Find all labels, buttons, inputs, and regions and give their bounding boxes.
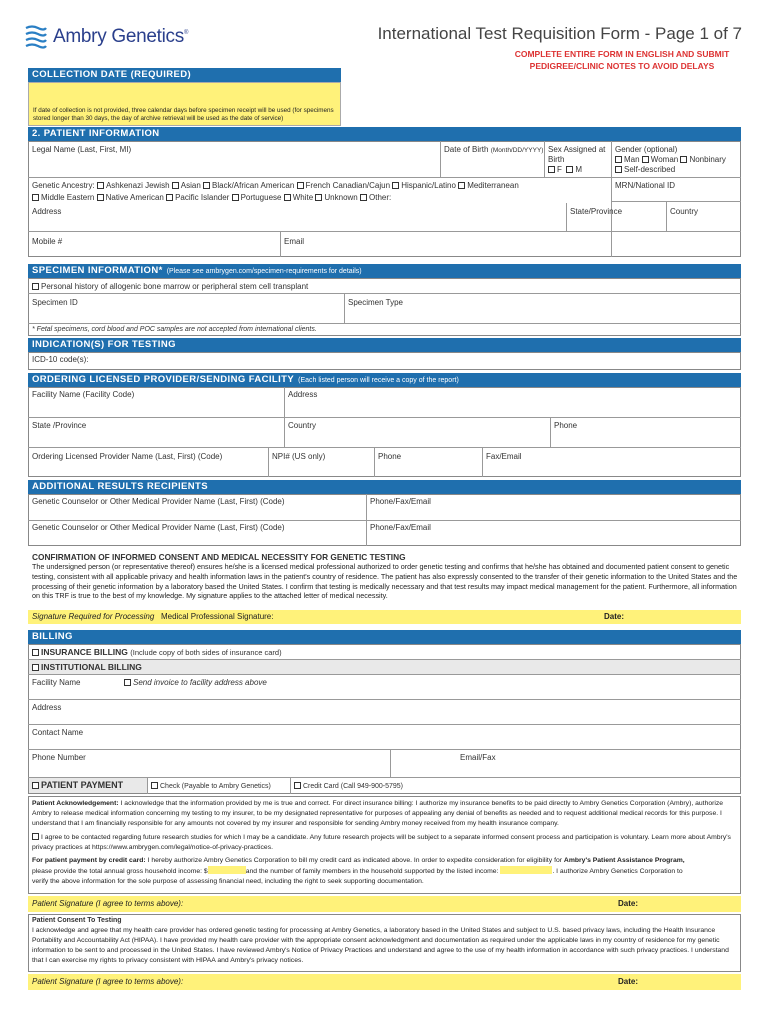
institutional-checkbox[interactable] [32, 664, 39, 671]
ambry-wave-icon [24, 24, 48, 50]
acknowledgement-text: Patient Acknowledgement: I acknowledge that the information provided by me is true and correct. For direct insurance billing: I authorize my insurance benefits to be paid directly to Ambry Genetics Corporation (Ambry), authorize Ambry to release medical information concerning my testing to my insurer, to be my designated representative for purposes of appealing any denial of benefits as needed and to request additional medical records for this purpose. I understand that I am financially responsible for any amounts not covered by my insurer and responsible for sending Ambry money received from my health insurance company. [32, 800, 724, 827]
collection-date-field[interactable] [28, 82, 341, 126]
sex-m-checkbox[interactable] [566, 166, 573, 173]
billing-address-label: Address [32, 703, 62, 712]
specimen-id-label: Specimen ID [32, 298, 78, 307]
collection-date-header: COLLECTION DATE (REQUIRED) [28, 68, 341, 82]
ancestry-checkbox[interactable] [232, 194, 239, 201]
facility-name-label: Facility Name (Facility Code) [32, 390, 135, 399]
research-consent: I agree to be contacted regarding future research studies for which I may be a candidate. Any future research projects will be subject to a separate informed consent process and participation is voluntary. Learn more about Ambry's privacy practices at https://www.ambrygen.com/legal/notice-of-privacy-practices. [32, 834, 731, 851]
ancestry-checkbox[interactable] [284, 194, 291, 201]
recipient-2-label: Genetic Counselor or Other Medical Provider Name (Last, First) (Code) [32, 523, 285, 532]
gender-optional: Gender (optional) Man Woman Nonbinary Self-described [615, 145, 726, 174]
npi-label: NPI# (US only) [272, 452, 326, 461]
patient-signature-field-1[interactable] [28, 896, 741, 912]
consent-title: CONFIRMATION OF INFORMED CONSENT AND MEDICAL NECESSITY FOR GENETIC TESTING [32, 552, 406, 562]
form-notice [502, 48, 742, 72]
patient-consent-title: Patient Consent To Testing [32, 917, 122, 924]
state-label: State/Province [570, 207, 623, 216]
dob-label: Date of Birth (Month/DD/YYYY) [444, 145, 544, 154]
ancestry-row-2: Middle Eastern Native American Pacific Islander Portuguese White Unknown Other: [32, 193, 391, 202]
trademark: ® [183, 30, 189, 36]
send-invoice-checkbox[interactable] [124, 679, 131, 686]
specimen-type-label: Specimen Type [348, 298, 403, 307]
notice-line-1: COMPLETE ENTIRE FORM IN ENGLISH AND SUBMIT [514, 49, 730, 59]
specimen-header: SPECIMEN INFORMATION* (Please see ambrygen.com/specimen-requirements for details) [28, 264, 741, 278]
ancestry-row-1: Genetic Ancestry: Ashkenazi Jewish Asian Black/African American French Canadian/Cajun Hispanic/Latino Mediterranean [32, 181, 519, 190]
ancestry-checkbox[interactable] [97, 182, 104, 189]
household-field[interactable] [500, 866, 552, 874]
brand-name: Ambry Genetics [53, 26, 184, 47]
ambry-logo [24, 24, 188, 50]
recipient-1-label: Genetic Counselor or Other Medical Provider Name (Last, First) (Code) [32, 497, 285, 506]
gender-self-checkbox[interactable] [615, 166, 622, 173]
provider-phone-label: Phone [554, 421, 578, 430]
additional-recipients-header: ADDITIONAL RESULTS RECIPIENTS [28, 480, 741, 494]
ancestry-checkbox[interactable] [166, 194, 173, 201]
specimen-footnote: * Fetal specimens, cord blood and POC samples are not accepted from international clients. [32, 326, 317, 333]
provider-address-label: Address [288, 390, 318, 399]
ancestry-checkbox[interactable] [172, 182, 179, 189]
gender-woman-checkbox[interactable] [642, 156, 649, 163]
email-label: Email [284, 237, 305, 246]
billing-email-label: Email/Fax [460, 753, 496, 762]
patient-date-label-2: Date: [618, 977, 639, 986]
patient-consent-text: I acknowledge and agree that my health care provider has ordered genetic testing for processing at Ambry Genetics, a laboratory based in the United States and subject to U.S. based privacy laws, including the Health Insurance Portability and Accountability Act (HIPAA). I have provided my health care provider with the appropriate consent acknowledgment and documentation as required under the applicable laws in my country of residence for my genetic information to be sent to and processed in the United States. I have reviewed Ambry's Notice of Privacy Practices and understand and agree to the use of my health information in accordance with such privacy practices. I understand that I can exercise my rights to privacy consistent with HIPAA and Ambry's privacy notices. [32, 927, 729, 964]
ancestry-checkbox[interactable] [392, 182, 399, 189]
credit-option: Credit Card (Call 949-900-5795) [294, 782, 403, 790]
provider-name-label: Ordering Licensed Provider Name (Last, First) (Code) [32, 452, 223, 461]
gender-nonbinary-checkbox[interactable] [680, 156, 687, 163]
recipient-1-phone-label: Phone/Fax/Email [370, 497, 431, 506]
ancestry-checkbox[interactable] [315, 194, 322, 201]
insurance-checkbox[interactable] [32, 649, 39, 656]
billing-header: BILLING [28, 630, 741, 644]
mrn-label: MRN/National ID [615, 181, 676, 190]
form-title: International Test Requisition Form - Page 1 of 7 [377, 24, 742, 43]
patient-payment-checkbox[interactable] [32, 782, 39, 789]
credit-card-text: For patient payment by credit card: I hereby authorize Ambry Genetics Corporation to bill my credit card as indicated above. In order to expedite consideration for eligibility for Ambry's Patient Assistance Program, please provide the total annual gross household income: $ and the number of family members in the household supported by the listed income: . I authorize Ambry Genetics Corporation to verify the above information for the sole purpose of assessing financial need, including the right to seek supporting documentation. [32, 857, 685, 885]
address-label: Address [32, 207, 62, 216]
billing-phone-label: Phone Number [32, 753, 86, 762]
billing-contact-label: Contact Name [32, 728, 84, 737]
credit-checkbox[interactable] [294, 782, 301, 789]
provider-header: ORDERING LICENSED PROVIDER/SENDING FACILITY (Each listed person will receive a copy of the report) [28, 373, 741, 387]
collection-note: If date of collection is not provided, three calendar days before specimen receipt will be used (for specimens stored longer than 30 days, the day of archive retrieval will be used as the date of service) [33, 107, 334, 122]
ancestry-checkbox[interactable] [360, 194, 367, 201]
institutional-option: INSTITUTIONAL BILLING [32, 662, 142, 672]
medical-signature-field[interactable] [28, 610, 741, 624]
notice-line-2: PEDIGREE/CLINIC NOTES TO AVOID DELAYS [529, 61, 715, 71]
provider-phone2-label: Phone [378, 452, 402, 461]
patient-payment-option: PATIENT PAYMENT [32, 780, 123, 790]
legal-name-label: Legal Name (Last, First, MI) [32, 145, 132, 154]
patient-signature-field-2[interactable] [28, 974, 741, 990]
medical-date-label: Date: [604, 612, 625, 621]
provider-box [28, 387, 741, 477]
check-option: Check (Payable to Ambry Genetics) [151, 782, 271, 790]
signature-required-label: Signature Required for Processing [32, 612, 155, 621]
ancestry-checkbox[interactable] [297, 182, 304, 189]
transplant-checkbox[interactable] [32, 283, 39, 290]
provider-state-label: State /Province [32, 421, 87, 430]
income-field[interactable] [208, 866, 246, 874]
insurance-option: INSURANCE BILLING (Include copy of both sides of insurance card) [32, 647, 282, 657]
billing-facility-label: Facility Name [32, 678, 81, 687]
indication-header: INDICATION(S) FOR TESTING [28, 338, 741, 352]
research-checkbox[interactable] [32, 833, 39, 840]
medical-signature-label: Medical Professional Signature: [160, 612, 274, 621]
ancestry-checkbox[interactable] [32, 194, 39, 201]
icd-label: ICD-10 code(s): [32, 355, 89, 364]
sex-assigned: Sex Assigned at Birth F M [548, 145, 606, 174]
ancestry-checkbox[interactable] [203, 182, 210, 189]
mobile-label: Mobile # [32, 237, 63, 246]
icd-field[interactable] [28, 352, 741, 370]
transplant-option: Personal history of allogenic bone marrow or peripheral stem cell transplant [32, 282, 308, 291]
ancestry-checkbox[interactable] [458, 182, 465, 189]
patient-info-header: 2. PATIENT INFORMATION [28, 127, 741, 141]
gender-man-checkbox[interactable] [615, 156, 622, 163]
provider-country-label: Country [288, 421, 317, 430]
ancestry-checkbox[interactable] [97, 194, 104, 201]
send-invoice-option: Send invoice to facility address above [124, 678, 267, 687]
provider-fax-label: Fax/Email [486, 452, 522, 461]
country-label: Country [670, 207, 699, 216]
consent-text: The undersigned person (or representative thereof) ensures he/she is a licensed medical professional authorized to order genetic testing and confirms that he/she has obtained and documented patient consent to genetic testing, consistent with all applicable privacy and health information laws in the patient's country of residence. The patient has also expressly consented to the transfer of their genetic information to the United States and the processing of their genetic information by a laboratory based the United States. I confirm that testing is medically necessary and that test results may impact medical management for the patient. Furthermore, all information on this TRF is true to the best of my knowledge. My signature applies to the attached letter of medical necessity. [32, 562, 738, 601]
recipient-2-phone-label: Phone/Fax/Email [370, 523, 431, 532]
patient-date-label-1: Date: [618, 899, 639, 908]
patient-signature-label-1: Patient Signature (I agree to terms above): [32, 899, 184, 908]
patient-signature-label-2: Patient Signature (I agree to terms above): [32, 977, 184, 986]
check-checkbox[interactable] [151, 782, 158, 789]
sex-f-checkbox[interactable] [548, 166, 555, 173]
